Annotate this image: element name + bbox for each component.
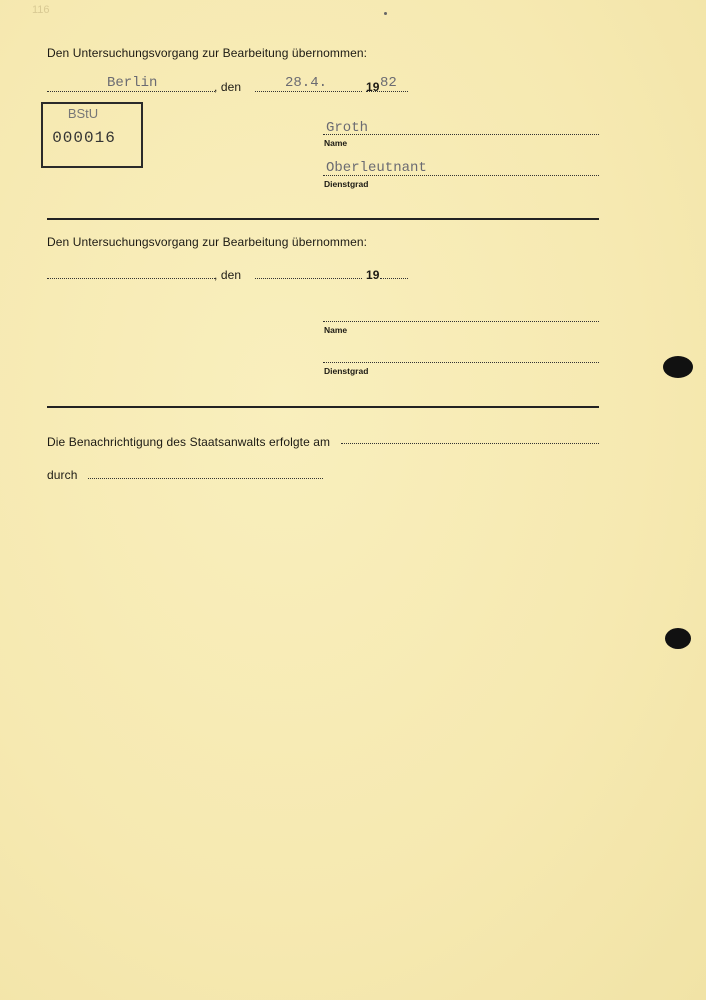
place-line-2 xyxy=(47,278,215,279)
name-line-2 xyxy=(323,321,599,322)
date-line xyxy=(255,91,362,92)
place-line xyxy=(47,91,215,92)
section-divider-2 xyxy=(47,406,599,408)
year-line-2 xyxy=(380,278,408,279)
rank-label: Dienstgrad xyxy=(324,179,369,189)
year-value: 82 xyxy=(380,75,397,91)
by-label: durch xyxy=(47,468,78,482)
rank-value: Oberleutnant xyxy=(326,160,427,176)
section1-heading: Den Untersuchungsvorgang zur Bearbeitung übernommen: xyxy=(47,46,368,60)
place-value: Berlin xyxy=(107,75,158,91)
year-line xyxy=(366,91,408,92)
name-label: Name xyxy=(324,138,348,148)
date-value: 28.4. xyxy=(285,75,328,91)
name-line xyxy=(323,134,599,135)
punch-hole-upper xyxy=(663,356,693,378)
name-value: Groth xyxy=(326,120,369,136)
corner-mark: 116 xyxy=(32,4,50,16)
date-line-2 xyxy=(255,278,362,279)
stamp-number: 000016 xyxy=(52,129,116,147)
section2-heading: Den Untersuchungsvorgang zur Bearbeitung übernommen: xyxy=(47,235,368,249)
section-divider-1 xyxy=(47,218,599,220)
year-prefix-2: 19 xyxy=(366,268,380,282)
stamp-title: BStU xyxy=(67,106,99,121)
notification-label: Die Benachrichtigung des Staatsanwalts erfolgte am xyxy=(47,435,331,449)
rank-line xyxy=(323,175,599,176)
den-label: , den xyxy=(214,80,242,94)
by-line xyxy=(88,478,323,479)
rank-line-2 xyxy=(323,362,599,363)
name-label-2: Name xyxy=(324,325,348,335)
notification-line xyxy=(341,443,599,444)
punch-hole-lower xyxy=(665,628,691,649)
rank-label-2: Dienstgrad xyxy=(324,366,369,376)
year-prefix: 19 xyxy=(366,80,380,94)
archive-stamp xyxy=(41,102,143,168)
den-label-2: , den xyxy=(214,268,242,282)
paper-speck xyxy=(384,12,387,15)
